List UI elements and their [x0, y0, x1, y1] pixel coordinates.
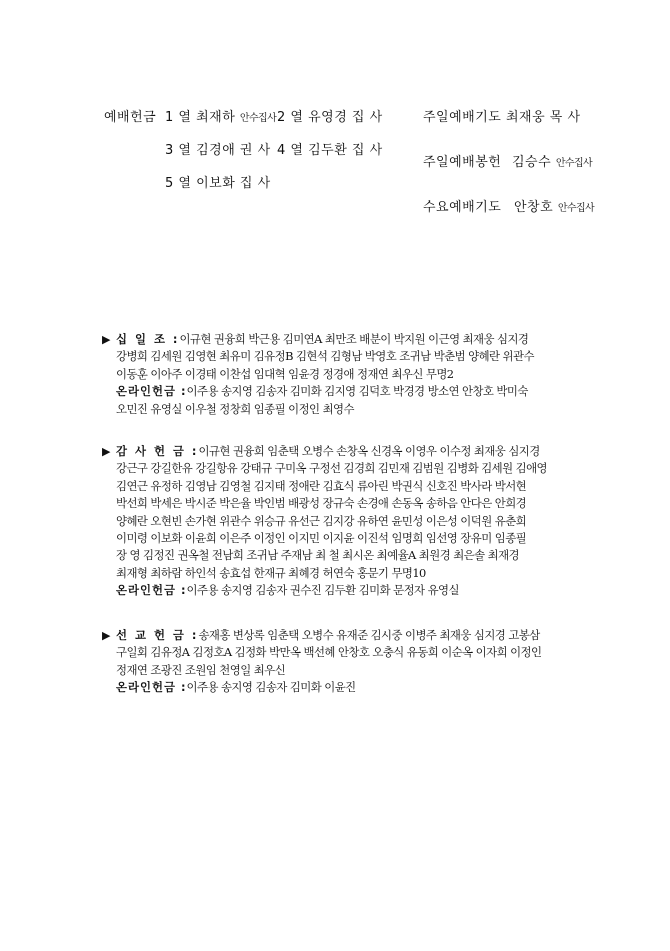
thanks-online-names-1: 이주용 송지영 김송자 권수진 김두환 김미화 문정자 유영실	[186, 583, 459, 598]
offering-row1-a-title: 안수집사	[239, 113, 277, 124]
offering-row1-b: 2 열 유영경 집 사	[277, 110, 383, 125]
tithe-line-3: 이동훈 이아주 이경태 이찬섭 임대혁 임윤경 정경애 정재연 최우신 무명2	[116, 366, 454, 381]
wednesday-prayer-name: 안창호	[514, 200, 554, 215]
tithe-names-1: 이규현 권융희 박근용 김미연A 최만조 배분이 박지원 이근영 최재웅 심지경	[179, 332, 529, 346]
thanks-line-3: 김연근 유정하 김영남 김영철 김지태 정애란 김효식 류아린 박권식 신호진 박사라 박서현	[116, 478, 527, 493]
thanks-line-1	[102, 443, 572, 460]
tithe-line-1	[102, 331, 572, 348]
thanks-line-2: 강근구 강길한유 강길항유 강태규 구미옥 구정선 김경희 김민재 김범원 김병화 김세원 김애영	[116, 461, 548, 476]
mission-label: 선 교 헌 금 :	[116, 628, 199, 642]
offering-row3-a: 5 열 이보화 집 사	[165, 176, 271, 191]
offering-label: 예배헌금	[104, 110, 157, 125]
mission-section	[102, 627, 572, 697]
tithe-online-label: 온라인헌금 :	[116, 384, 187, 399]
tithe-online-names-1: 이주용 송지영 김송자 김미화 김지영 김덕호 박경경 방소연 안창호 박미숙	[186, 384, 528, 399]
mission-line-3: 정재연 조광진 조원임 천영일 최우신	[116, 662, 286, 677]
mission-line-2: 구일회 김유정A 김정호A 김정화 박만옥 백선혜 안창호 오충식 유동희 이순옥 이자희 이정인	[116, 645, 542, 660]
thanks-line-6: 이미령 이보화 이윤희 이은주 이정인 이지민 이지윤 이진석 임명희 임선영 장유미 임종필	[116, 531, 527, 546]
mission-names-1: 송재홍 변상록 임춘택 오병수 유재준 김시중 이병주 최재웅 심지경 고봉삼	[198, 628, 540, 642]
wednesday-prayer	[423, 196, 594, 215]
offering-row1-a	[165, 106, 276, 125]
wednesday-prayer-label: 수요예배기도	[423, 200, 502, 215]
thanks-line-5: 양혜란 오현빈 손가현 위관수 위승규 유선근 김지강 유하연 윤민성 이은성 이덕원 유춘희	[116, 513, 527, 528]
mission-online-names-1: 이주용 송지영 김송자 김미화 이윤진	[186, 680, 356, 695]
offering-row1-a-name: 1 열 최재하	[165, 110, 236, 125]
bullet-arrow-icon: ▶	[102, 333, 110, 346]
offering-row2-b: 4 열 김두환 집 사	[277, 143, 383, 158]
mission-online-line-1	[102, 679, 572, 696]
thanks-online-line-1	[102, 582, 572, 599]
thanks-label: 감 사 헌 금 :	[116, 444, 199, 458]
sunday-offering-prayer	[423, 151, 592, 170]
mission-line-1	[102, 627, 572, 644]
bullet-arrow-icon: ▶	[102, 445, 110, 458]
thanks-online-label: 온라인헌금 :	[116, 583, 187, 598]
tithe-online-line-2: 오민진 유영실 이우철 정창희 임종필 이정인 최영수	[116, 401, 354, 416]
mission-online-label: 온라인헌금 :	[116, 680, 187, 695]
tithe-online-line-1	[102, 383, 572, 400]
sunday-prayer: 주일예배기도 최재웅 목 사	[423, 110, 581, 125]
tithe-line-2: 강병희 김세원 김영현 최유미 김유정B 김현석 김형남 박영호 조귀남 박춘범 양혜란 위관수	[116, 349, 534, 364]
sunday-offering-title: 안수집사	[555, 158, 593, 169]
thanks-names-1: 이규현 권융희 임춘택 오병수 손창옥 신경옥 이영우 이수정 최재웅 심지경	[198, 444, 540, 458]
wednesday-prayer-title: 안수집사	[557, 203, 595, 214]
sunday-offering-name: 김승수	[512, 155, 552, 170]
bullet-arrow-icon: ▶	[102, 629, 110, 642]
tithe-section	[102, 331, 572, 418]
thanks-section	[102, 443, 572, 600]
tithe-label: 십 일 조 :	[116, 332, 180, 346]
offering-row2-a: 3 열 김경애 권 사	[165, 143, 271, 158]
sunday-offering-label: 주일예배봉헌	[423, 155, 502, 170]
thanks-line-8: 최재형 최하람 하인석 송효섭 한재규 최혜경 허연숙 홍문기 무명10	[116, 565, 426, 580]
thanks-line-7: 장 영 김정진 권옥철 전남희 조귀남 주재남 최 철 최시온 최예율A 최원경 최은솔 최재경	[116, 548, 520, 563]
thanks-line-4: 박선희 박세은 박시준 박은율 박인범 배광성 장규숙 손경애 손동옥 송하음 안다은 안희경	[116, 496, 527, 511]
